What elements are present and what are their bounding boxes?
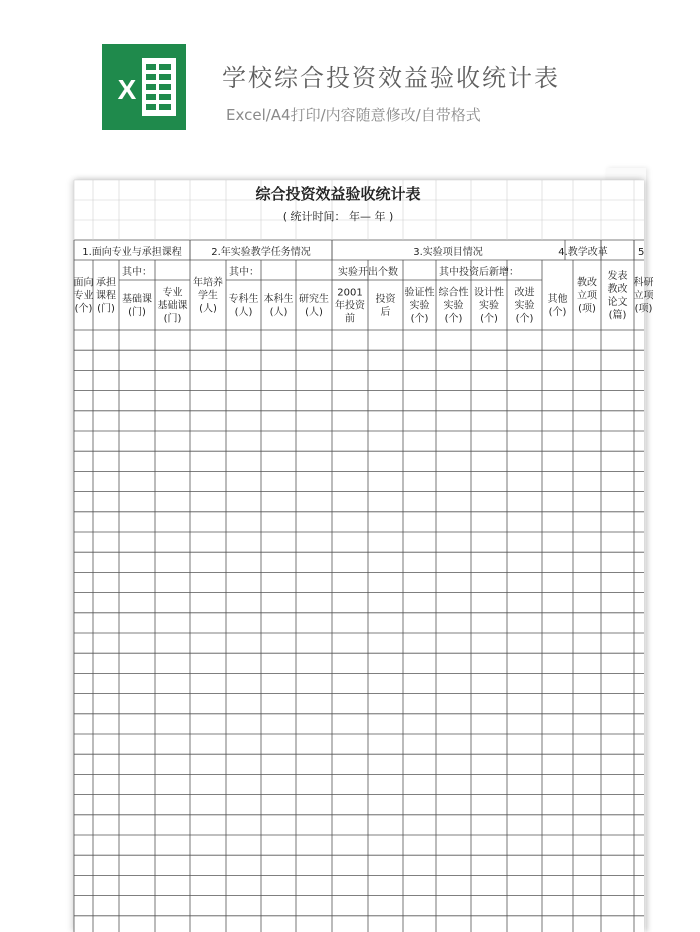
- sub-header: 实验开出个数: [338, 267, 398, 278]
- column-header: 实验: [514, 300, 535, 312]
- column-header: (项): [578, 303, 596, 315]
- column-header: 本科生: [263, 294, 294, 305]
- section-label: 3.实验项目情况: [413, 247, 483, 258]
- column-header: 前: [345, 313, 355, 325]
- column-header: 其他: [547, 294, 568, 305]
- column-header: (篇): [608, 310, 627, 321]
- section-label: 5: [638, 247, 645, 258]
- column-header: 专科生: [228, 294, 259, 305]
- column-header: 立项: [577, 290, 597, 302]
- column-header: 后: [380, 307, 391, 318]
- column-header: 设计性: [474, 287, 504, 299]
- column-header: 教改: [577, 277, 597, 289]
- sub-header: 其中：: [229, 267, 259, 278]
- column-header: (人): [269, 307, 288, 318]
- spreadsheet-grid: [73, 180, 654, 932]
- column-header: 发表: [607, 271, 628, 282]
- column-header: 实验: [443, 300, 464, 312]
- page-title: 学校综合投资效益验收统计表: [222, 64, 560, 92]
- column-header: 面向: [73, 277, 94, 289]
- column-header: 课程: [96, 290, 116, 302]
- sub-header: 其中：: [122, 267, 152, 278]
- column-header: 实验: [479, 300, 499, 312]
- column-header: (人): [199, 303, 217, 315]
- column-header: 专业: [162, 287, 183, 299]
- column-header: (门): [97, 303, 115, 315]
- column-header: (个): [548, 307, 567, 318]
- logo-letter: X: [117, 74, 137, 105]
- column-header: 验证性: [404, 287, 435, 299]
- excel-logo-icon: [102, 44, 186, 130]
- column-header: (个): [480, 313, 498, 325]
- column-header: 科研: [633, 277, 654, 289]
- column-header: (个): [74, 303, 93, 315]
- column-header: (门): [128, 307, 146, 318]
- column-header: 年培养: [193, 277, 223, 289]
- column-header: 教改: [607, 284, 628, 295]
- sheet-period: ( 统计时间： 年— 年 ): [282, 210, 394, 223]
- column-header: 承担: [96, 277, 116, 289]
- section-label: 2.年实验教学任务情况: [211, 247, 311, 258]
- column-header: 论文: [607, 297, 628, 308]
- section-label: 1.面向专业与承担课程: [82, 247, 182, 258]
- column-header: (个): [515, 313, 534, 325]
- column-header: 立项: [633, 290, 654, 302]
- sheet-title: 综合投资效益验收统计表: [255, 185, 421, 203]
- column-header: 综合性: [438, 287, 469, 299]
- column-header: 基础课: [122, 294, 152, 305]
- sub-header: 其中投资后新增：: [439, 267, 519, 278]
- column-header: (人): [234, 307, 253, 318]
- column-header: 研究生: [299, 294, 329, 305]
- column-header: 年投资: [335, 300, 365, 312]
- column-header: (个): [444, 313, 463, 325]
- section-label: 4.教学改革: [558, 247, 608, 258]
- column-header: (人): [305, 307, 323, 318]
- column-header: 2001: [337, 287, 363, 299]
- column-header: (个): [410, 313, 429, 325]
- column-header: (项): [634, 303, 653, 315]
- column-header: 专业: [73, 290, 94, 302]
- column-header: 投资: [375, 294, 396, 305]
- column-header: (门): [163, 313, 182, 325]
- column-header: 基础课: [157, 300, 188, 312]
- column-header: 改进: [514, 287, 535, 299]
- column-header: 学生: [198, 290, 218, 302]
- spreadsheet-page: [73, 180, 654, 932]
- column-header: 实验: [409, 300, 430, 312]
- page-subtitle: Excel/A4打印/内容随意修改/自带格式: [226, 106, 481, 124]
